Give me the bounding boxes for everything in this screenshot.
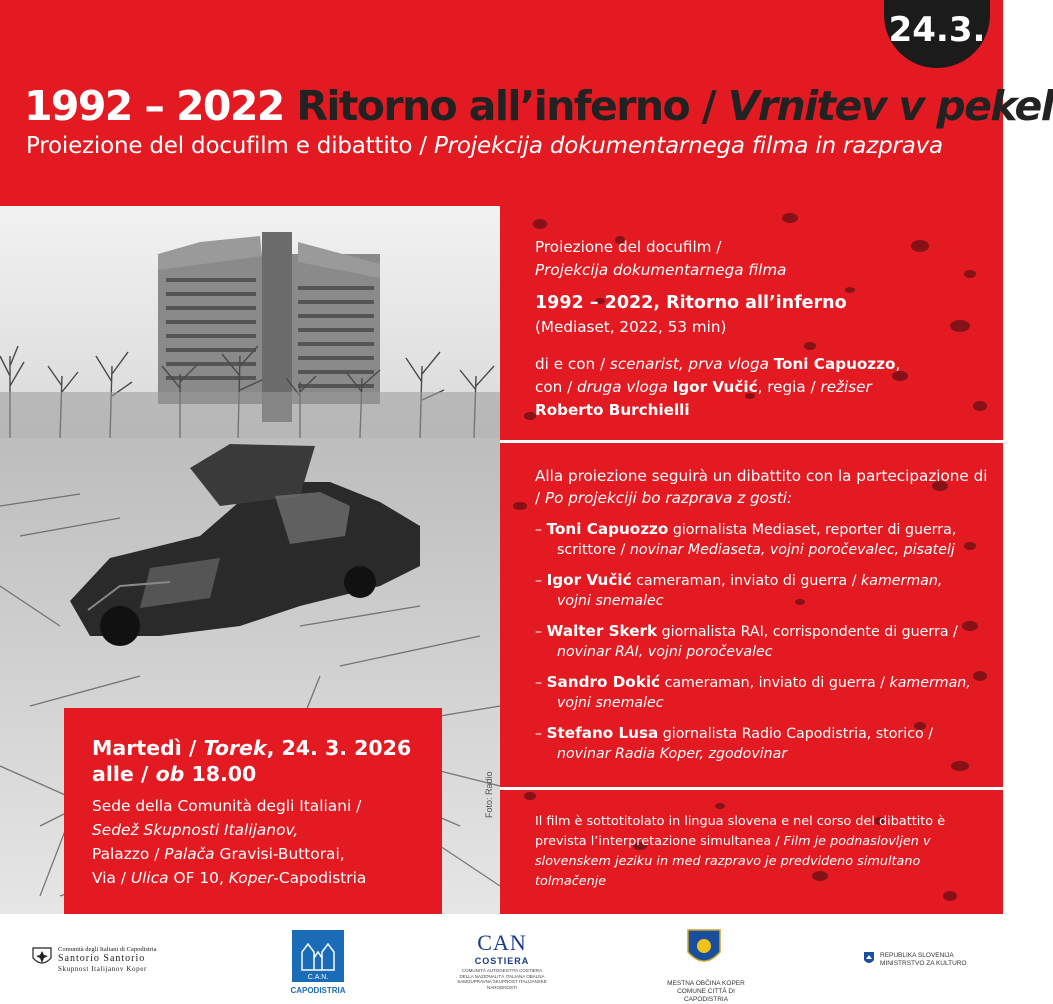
- venue-slovenian: Sedež Skupnosti Italijanov,: [92, 821, 299, 839]
- event-time: [92, 762, 442, 786]
- film-intro-italian: Proiezione del docufilm /: [535, 238, 722, 256]
- guest-role-slovenian: vojni snemalec: [557, 695, 664, 711]
- credit-part: con /: [535, 378, 573, 396]
- title-slovenian: Vrnitev v pekel: [727, 82, 1053, 130]
- credit-name: Toni Capuozzo: [773, 355, 896, 373]
- note-slovenian: Film je podnaslovljen v slovenskem jeziku in med razpravo je predvideno simultano tolmačenje: [535, 834, 931, 889]
- spacer: [535, 339, 985, 353]
- guest-item: – Stefano Lusa giornalista Radio Capodistria, storico / novinar Radia Koper, zgodovinar: [535, 723, 995, 764]
- credit-part: režiser: [820, 378, 872, 396]
- subtitle-note: [535, 812, 985, 892]
- event-date-value: , 24. 3. 2026: [266, 736, 412, 760]
- logo-comunita-italiani: [32, 946, 212, 976]
- guest-role-slovenian: kamerman,: [861, 573, 943, 589]
- subtitle-italian: Proiezione del docufilm e dibattito /: [26, 133, 427, 159]
- city-italian: -Capodistria: [273, 869, 367, 887]
- film-credits: [535, 353, 985, 422]
- logo-can-costiera: [457, 930, 547, 1000]
- film-intro-slovenian: Projekcija dokumentarnega filma: [535, 261, 787, 279]
- street-slovenian: Ulica: [130, 869, 169, 887]
- logo-can-capodistria: [292, 930, 344, 1000]
- subtitle-slovenian: Projekcija dokumentarnega filma in razprava: [434, 133, 943, 159]
- guest-name: Igor Vučić: [546, 571, 632, 589]
- guest-role-slovenian: novinar Radia Koper, zgodovinar: [557, 746, 788, 762]
- event-time-value: 18.00: [191, 762, 257, 786]
- title-italian: Ritorno all’inferno /: [296, 82, 716, 130]
- sponsor-footer: [0, 914, 1003, 1003]
- event-details-box: [64, 708, 442, 914]
- logo-text: [880, 952, 967, 968]
- credit-part: ,: [895, 355, 901, 373]
- slovenia-crest-icon: [864, 952, 874, 966]
- event-day-slovenian: Torek: [203, 736, 267, 760]
- cathedral-icon: [292, 930, 344, 982]
- section-divider: [500, 440, 1003, 443]
- can-emblem: [292, 930, 344, 982]
- film-title: 1992 – 2022, Ritorno all’inferno: [535, 293, 847, 313]
- logo-text-line: MINISTRSTVO ZA KULTURO: [880, 960, 967, 967]
- guest-role: giornalista Radio Capodistria, storico /: [662, 726, 933, 742]
- debate-intro: [535, 465, 995, 509]
- film-meta: (Mediaset, 2022, 53 min): [535, 318, 727, 336]
- guest-role-slovenian: novinar Mediaseta, vojni poročevalec, pisatelj: [629, 542, 955, 558]
- guest-role: cameraman, inviato di guerra /: [664, 675, 885, 691]
- street-address: OF 10,: [173, 869, 224, 887]
- title-years: 1992 – 2022: [24, 82, 284, 130]
- city-slovenian: Koper: [228, 869, 274, 887]
- logo-text: Comunità degli Italiani di Capodistria: [58, 946, 157, 953]
- page-subtitle: [26, 133, 986, 159]
- note-italian: Il film è sottotitolato in lingua slovena e nel corso del dibattito è prevista l’interpretazione simultanea /: [535, 814, 946, 849]
- photo-credit: Foto: Radio: [484, 771, 494, 818]
- guest-name: Stefano Lusa: [546, 724, 659, 742]
- logo-text: COMUNITÀ AUTOGESTITA COSTIERA DELLA NAZIONALITÀ ITALIANA OBALNA SAMOUPRAVNA SKUPNOST ITALIJANSKE NARODNOSTI: [457, 968, 547, 990]
- logo-text-line: REPUBLIKA SLOVENIJA: [880, 952, 954, 959]
- guest-role: cameraman, inviato di guerra /: [636, 573, 857, 589]
- palace-italian: Palazzo /: [92, 845, 160, 863]
- credit-name: Igor Vučić: [672, 378, 758, 396]
- logo-text: CAN: [477, 930, 527, 955]
- logo-label: CAPODISTRIA: [290, 986, 346, 995]
- guest-role-slovenian: novinar RAI, vojni poročevalec: [557, 644, 773, 660]
- header-banner: [0, 0, 1053, 206]
- venue-italian: Sede della Comunità degli Italiani /: [92, 797, 362, 815]
- debate-section: [535, 465, 995, 764]
- event-day-italian: Martedì /: [92, 736, 197, 760]
- palace-slovenian: Palača: [164, 845, 215, 863]
- date-badge: 24.3.: [884, 0, 990, 68]
- guest-item: – Walter Skerk giornalista RAI, corrispondente di guerra / novinar RAI, vojni poročevalec: [535, 621, 995, 662]
- guest-name: Sandro Dokić: [546, 673, 661, 691]
- logo-text: Skupnost Italijanov Koper: [58, 965, 147, 973]
- credit-part: druga vloga: [577, 378, 668, 396]
- debate-intro-slovenian: Po projekciji bo razprava z gosti:: [544, 489, 793, 507]
- guest-item: – Sandro Dokić cameraman, inviato di guerra / kamerman, vojni snemalec: [535, 672, 995, 713]
- guest-role: scrittore /: [557, 542, 626, 558]
- guest-role-slovenian: kamerman,: [889, 675, 971, 691]
- page-title: [24, 82, 1053, 130]
- section-divider: [500, 787, 1003, 790]
- credit-part: di e con /: [535, 355, 606, 373]
- guest-item: – Igor Vučić cameraman, inviato di guerra / kamerman, vojni snemalec: [535, 570, 995, 611]
- guest-role: giornalista RAI, corrispondente di guerra /: [661, 624, 958, 640]
- guest-name: Toni Capuozzo: [546, 520, 669, 538]
- logo-text: MESTNA OBČINA KOPER COMUNE CITTÀ DI CAPODISTRIA: [667, 980, 745, 1003]
- event-time-italian: alle /: [92, 762, 149, 786]
- guest-role: giornalista Mediaset, reporter di guerra,: [672, 522, 957, 538]
- logo-text: Santorio Santorio: [58, 953, 146, 964]
- event-venue: [92, 794, 432, 890]
- crest-icon: [32, 946, 52, 968]
- credit-part: scenarist, prva vloga: [609, 355, 769, 373]
- guest-item: – Toni Capuozzo giornalista Mediaset, reporter di guerra, scrittore / novinar Mediaseta, vojni poročevalec, pisatelj: [535, 520, 957, 558]
- logo-text: COSTIERA: [474, 956, 530, 966]
- street-italian: Via /: [92, 869, 126, 887]
- film-section: [535, 236, 985, 422]
- guest-role-slovenian: vojni snemalec: [557, 593, 664, 609]
- debate-intro-italian: Alla proiezione seguirà un dibattito con la partecipazione di /: [535, 467, 988, 507]
- palace-name: Gravisi-Buttorai,: [219, 845, 345, 863]
- coat-of-arms-icon: [686, 928, 722, 970]
- logo-ministry-culture: [864, 950, 984, 970]
- can-emblem-text: C.A.N.: [307, 974, 329, 981]
- event-time-slovenian: ob: [155, 762, 185, 786]
- guest-name: Walter Skerk: [546, 622, 658, 640]
- credit-part: , regia /: [757, 378, 816, 396]
- logo-mestna-obcina-koper: [664, 928, 748, 1003]
- credit-name: Roberto Burchielli: [535, 401, 690, 419]
- event-date: [92, 736, 442, 760]
